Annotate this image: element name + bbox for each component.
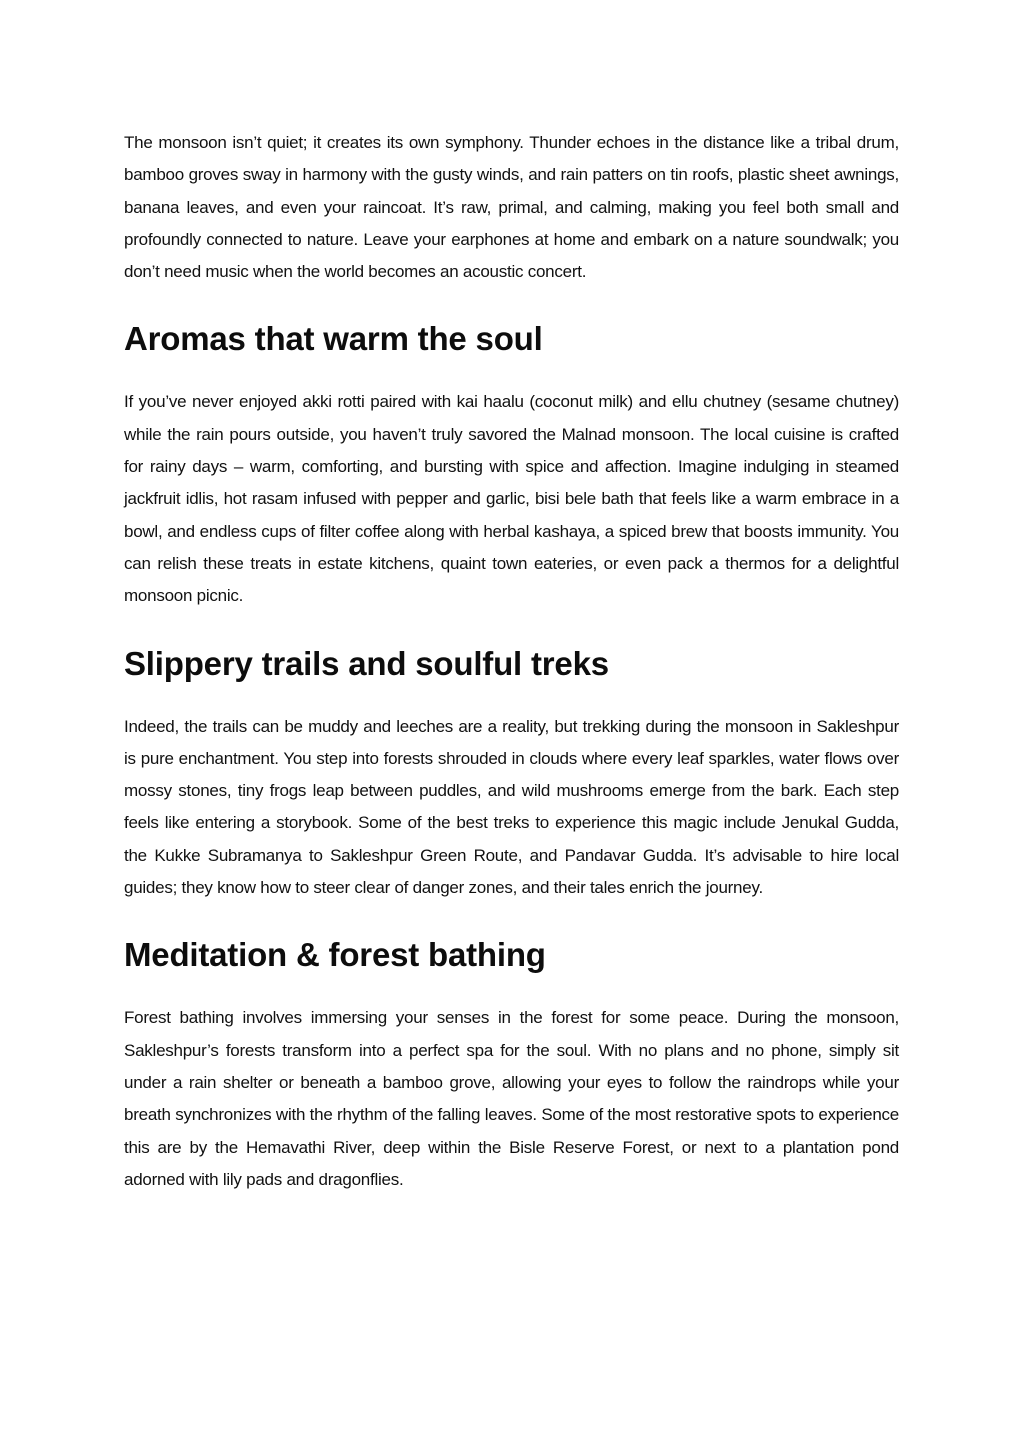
document-page xyxy=(124,127,899,1196)
section-body-meditation: Forest bathing involves immersing your senses in the forest for some peace. During the monsoon, Sakleshpur’s forests transform into a perfect spa for the soul. With no plans and no phone, simply sit under a rain shelter or beneath a bamboo grove, allowing your eyes to follow the raindrops while your breath synchronizes with the rhythm of the falling leaves. Some of the most restorative spots to experience this are by the Hemavathi River, deep within the Bisle Reserve Forest, or next to a plantation pond adorned with lily pads and dragonflies. xyxy=(124,1008,899,1189)
section-body-aromas: If you’ve never enjoyed akki rotti paired with kai haalu (coconut milk) and ellu chutney (sesame chutney) while the rain pours outside, you haven’t truly savored the Malnad monsoon. The local cuisine is crafted for rainy days – warm, comforting, and bursting with spice and affection. Imagine indulging in steamed jackfruit idlis, hot rasam infused with pepper and garlic, bisi bele bath that feels like a warm embrace in a bowl, and endless cups of filter coffee along with herbal kashaya, a spiced brew that boosts immunity. You can relish these treats in estate kitchens, quaint town eateries, or even pack a thermos for a delightful monsoon picnic. xyxy=(124,392,899,606)
intro-paragraph: The monsoon isn’t quiet; it creates its own symphony. Thunder echoes in the distance like a tribal drum, bamboo groves sway in harmony with the gusty winds, and rain patters on tin roofs, plastic sheet awnings, banana leaves, and even your raincoat. It’s raw, primal, and calming, making you feel both small and profoundly connected to nature. Leave your earphones at home and embark on a nature soundwalk; you don’t need music when the world becomes an acoustic concert. xyxy=(124,133,899,282)
section-heading-aromas: Aromas that warm the soul xyxy=(124,320,543,358)
section-body-treks: Indeed, the trails can be muddy and leeches are a reality, but trekking during the monsoon in Sakleshpur is pure enchantment. You step into forests shrouded in clouds where every leaf sparkles, water flows over mossy stones, tiny frogs leap between puddles, and wild mushrooms emerge from the bark. Each step feels like entering a storybook. Some of the best treks to experience this magic include Jenukal Gudda, the Kukke Subramanya to Sakleshpur Green Route, and Pandavar Gudda. It’s advisable to hire local guides; they know how to steer clear of danger zones, and their tales enrich the journey. xyxy=(124,716,899,898)
section-heading-treks: Slippery trails and soulful treks xyxy=(124,644,609,682)
section-heading-meditation: Meditation & forest bathing xyxy=(124,936,546,974)
